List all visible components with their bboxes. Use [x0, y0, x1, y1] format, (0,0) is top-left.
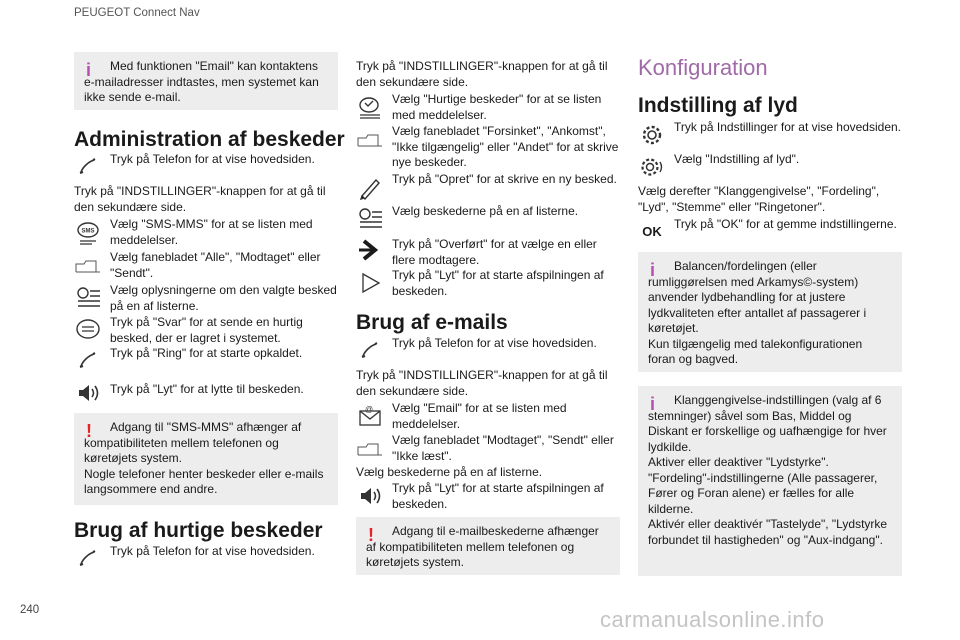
step-ok: [638, 217, 902, 245]
list-search-icon: [356, 206, 384, 232]
gear-icon: [638, 122, 666, 148]
warning-email-text: Adgang til e-mailbeskederne afhænger af kompatibiliteten mellem telefonen og køretøjets system.: [366, 524, 599, 569]
watermark: carmanualsonline.info: [600, 607, 825, 632]
step-text: Tryk på Indstillinger for at vise hovedsiden.: [674, 120, 901, 134]
step-lyt-afsp: [356, 268, 620, 299]
info-box-klang: [638, 386, 902, 576]
step-opret: [356, 172, 620, 200]
svg-text:@: @: [365, 405, 374, 414]
step-svar: [74, 315, 338, 346]
step-text: Tryk på "Lyt" for at lytte til beskeden.: [110, 382, 304, 396]
step-sms: [74, 217, 338, 248]
speaker-icon: [356, 483, 384, 509]
warning-box-sms: [74, 413, 338, 505]
step-text: Tryk på "Opret" for at skrive en ny besked.: [392, 172, 617, 186]
step-text: Tryk på "OK" for at gemme indstillingerne.: [674, 217, 897, 231]
heading-admin: Administration af beskeder: [74, 128, 345, 151]
tabs-icon: [356, 435, 384, 461]
tabs-icon: [356, 126, 384, 152]
step-text: Tryk på "Lyt" for at starte afspilningen af beskeden.: [392, 481, 604, 511]
quick-message-icon: [356, 94, 384, 120]
info-marker-icon: i: [86, 60, 92, 80]
step-text: Tryk på Telefon for at vise hovedsiden.: [392, 336, 597, 350]
step-modt-sendt: [356, 433, 620, 464]
step-text: Tryk på Telefon for at vise hovedsiden.: [110, 544, 315, 558]
step-text: Tryk på "Overført" for at vælge en eller flere modtagere.: [392, 237, 597, 267]
list-search-icon: [74, 285, 102, 311]
para-indstil-3: Tryk på "INDSTILLINGER"-knappen for at gå til den sekundære side.: [356, 368, 608, 398]
phone-icon: [74, 546, 102, 572]
step-text: Vælg fanebladet "Modtaget", "Sendt" eller "Ikke læst".: [392, 433, 614, 463]
page-number: 240: [20, 604, 40, 616]
sms-bubble-icon: [74, 219, 102, 245]
para-indstil-1: Tryk på "INDSTILLINGER"-knappen for at gå til den sekundære side.: [74, 184, 326, 214]
warning-sms-text: Adgang til "SMS-MMS" afhænger af kompatibiliteten mellem telefonen og køretøjets system. Nogle telefoner henter beskeder eller e-mails langsommere end andre.: [84, 420, 324, 496]
step-text: Vælg fanebladet "Alle", "Modtaget" eller "Sendt".: [110, 250, 321, 280]
pencil-icon: [356, 174, 384, 200]
step-text: Vælg "Email" for at se listen med meddelelser.: [392, 401, 567, 431]
step-text: Tryk på "Lyt" for at starte afspilningen af beskeden.: [392, 268, 604, 298]
heading-lyd: Indstilling af lyd: [638, 94, 798, 117]
reply-bubble-icon: [74, 317, 102, 343]
step-text: Tryk på Telefon for at vise hovedsiden.: [110, 152, 315, 166]
step-text: Vælg "SMS-MMS" for at se listen med meddelelser.: [110, 217, 313, 247]
warning-box-email: [356, 517, 620, 575]
step-text: Vælg fanebladet "Forsinket", "Ankomst", "Ikke tilgængelig" eller "Andet" for at skrive nye beskeder.: [392, 124, 619, 169]
info-box-balance: [638, 252, 902, 372]
play-icon: [356, 270, 384, 296]
step-forsinket: [356, 124, 620, 171]
step-lyt-2: [356, 481, 620, 512]
para-klang: Vælg derefter "Klanggengivelse", "Fordeling", "Lyd", "Stemme" eller "Ringetoner".: [638, 184, 880, 214]
step-telefon-2: [74, 544, 338, 572]
step-text: Vælg oplysningerne om den valgte besked på en af listerne.: [110, 283, 337, 313]
phone-icon: [74, 348, 102, 374]
step-text: Vælg "Hurtige beskeder" for at se listen med meddelelser.: [392, 92, 602, 122]
warning-marker-icon: !: [368, 525, 374, 545]
step-vaelg-besk: [356, 204, 620, 232]
info-balance-text: Balancen/fordelingen (eller rumliggørelsen med Arkamys©-system) anvender lydbehandling for at justere lydkvaliteten efter antallet af passagerer i køretøjet. Kun tilgængelig med talekonfigurationen foran og bagved.: [648, 259, 867, 366]
gear-sound-icon: [638, 154, 666, 180]
step-overfort: [356, 235, 620, 268]
para-indstil-2: Tryk på "INDSTILLINGER"-knappen for at gå til den sekundære side.: [356, 59, 608, 89]
step-text: Tryk på "Ring" for at starte opkaldet.: [110, 346, 303, 360]
step-text: Tryk på "Svar" for at sende en hurtig besked, der er lagret i systemet.: [110, 315, 303, 345]
step-hurtige: [356, 92, 620, 123]
ok-button-icon: OK: [642, 224, 662, 240]
email-icon: [356, 403, 384, 429]
step-indst-lyd: [638, 152, 902, 180]
phone-icon: [356, 338, 384, 364]
warning-marker-icon: !: [86, 421, 92, 441]
info-marker-icon: i: [650, 394, 656, 414]
para-vaelg-list: Vælg beskederne på en af listerne.: [356, 465, 543, 479]
step-telefon-1: [74, 152, 338, 180]
step-indst: [638, 120, 902, 148]
tabs-icon: [74, 252, 102, 278]
info-email-text: Med funktionen "Email" kan kontaktens e-mailadresser indtastes, men systemet kan ikke sende e-mail.: [84, 59, 319, 104]
step-email: [356, 401, 620, 432]
speaker-icon: [74, 380, 102, 406]
step-tabs: [74, 250, 338, 281]
step-telefon-3: [356, 336, 620, 364]
step-lyt: [74, 378, 338, 406]
step-ring: [74, 346, 338, 374]
heading-hurtige: Brug af hurtige beskeder: [74, 519, 323, 542]
forward-arrow-icon: [356, 237, 384, 263]
info-box-email: [74, 52, 338, 110]
step-text: Vælg beskederne på en af listerne.: [392, 204, 579, 218]
svg-text:SMS: SMS: [81, 228, 95, 235]
phone-icon: [74, 154, 102, 180]
heading-email: Brug af e-mails: [356, 311, 508, 334]
heading-konfiguration: Konfiguration: [638, 55, 768, 80]
info-klang-text: Klanggengivelse-indstillingen (valg af 6 stemninger) såvel som Bas, Middel og Diskant er forskellige og uafhængige for hver lydkilde. Aktiver eller deaktiver "Lydstyrke". "Fordeling"-indstillingerne (Alle passagerer, Fører og Foran alene) er fælles for alle kilderne. Aktivér eller deaktivér "Tastelyde", "Lydstyrke forbundet til hastigheden" og "Aux-indgang".: [648, 393, 888, 547]
info-marker-icon: i: [650, 260, 656, 280]
step-text: Vælg "Indstilling af lyd".: [674, 152, 800, 166]
running-header: PEUGEOT Connect Nav: [74, 7, 200, 19]
step-opl: [74, 283, 338, 314]
